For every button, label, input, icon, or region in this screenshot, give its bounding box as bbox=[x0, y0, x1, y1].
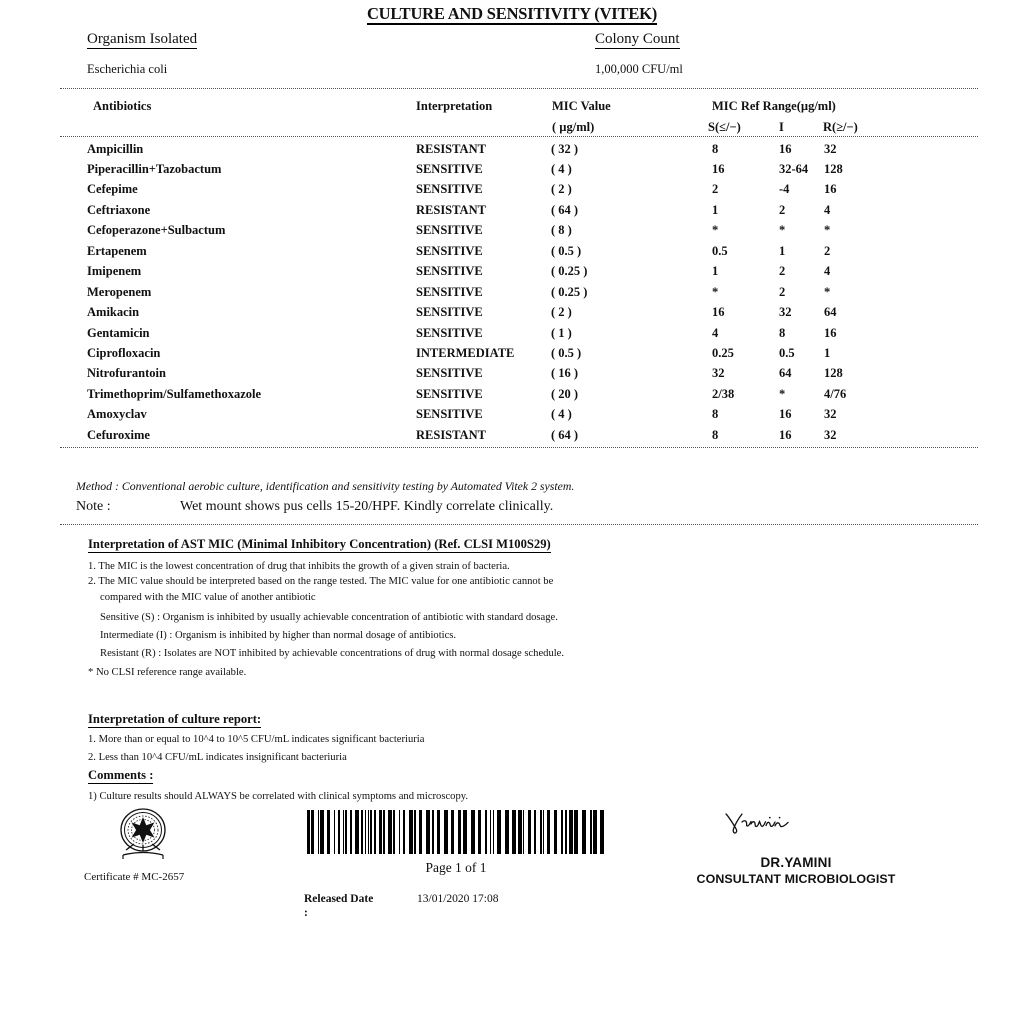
cell-antibiotic: Imipenem bbox=[87, 264, 142, 279]
released-date-label: Released Date bbox=[304, 893, 374, 905]
cell-interpretation: SENSITIVE bbox=[416, 264, 483, 279]
cell-interpretation: RESISTANT bbox=[416, 202, 486, 217]
cell-ref-sensitive: * bbox=[712, 223, 719, 238]
cell-mic-value: ( 32 ) bbox=[551, 141, 579, 156]
page-title-text: CULTURE AND SENSITIVITY (VITEK) bbox=[366, 4, 658, 23]
cell-ref-intermediate: 2 bbox=[779, 284, 786, 299]
ast-resistant-definition: Resistant (R) : Isolates are NOT inhibited by achievable concentrations of drug with normal dosage schedule. bbox=[100, 648, 565, 659]
cell-ref-sensitive: 32 bbox=[712, 366, 725, 381]
culture-interpretation-line-2: 2. Less than 10^4 CFU/mL indicates insignificant bacteriuria bbox=[88, 752, 347, 763]
cell-mic-value: ( 64 ) bbox=[551, 427, 579, 442]
cell-antibiotic: Cefepime bbox=[87, 182, 138, 197]
table-row bbox=[0, 142, 1024, 163]
cell-antibiotic: Cefoperazone+Sulbactum bbox=[87, 223, 226, 238]
cell-ref-intermediate: 0.5 bbox=[779, 346, 795, 360]
cell-ref-intermediate: 16 bbox=[779, 141, 792, 156]
cell-antibiotic: Trimethoprim/Sulfamethoxazole bbox=[87, 386, 262, 401]
cell-ref-resistant: 16 bbox=[824, 182, 837, 197]
cell-mic-value: ( 20 ) bbox=[551, 386, 579, 401]
cell-ref-intermediate: 32 bbox=[779, 305, 792, 320]
colony-count-value: 1,00,000 CFU/ml bbox=[595, 62, 683, 76]
cell-ref-resistant: 32 bbox=[824, 427, 837, 442]
cell-mic-value: ( 1 ) bbox=[551, 325, 572, 340]
cell-mic-value: ( 64 ) bbox=[551, 202, 579, 217]
cell-ref-intermediate: 2 bbox=[779, 264, 786, 279]
cell-ref-resistant: 128 bbox=[824, 161, 843, 176]
cell-antibiotic: Amoxyclav bbox=[87, 407, 147, 422]
ast-line-3: compared with the MIC value of another antibiotic bbox=[100, 592, 316, 603]
cell-antibiotic: Ceftriaxone bbox=[87, 202, 151, 217]
cell-antibiotic: Ertapenem bbox=[87, 243, 147, 258]
cell-antibiotic: Gentamicin bbox=[87, 325, 150, 340]
cell-interpretation: SENSITIVE bbox=[416, 305, 483, 320]
cell-ref-resistant: 1 bbox=[824, 346, 831, 360]
doctor-name: DR.YAMINI bbox=[760, 855, 832, 870]
cell-ref-sensitive: 1 bbox=[712, 202, 719, 217]
culture-interpretation-line-1: 1. More than or equal to 10^4 to 10^5 CFU/mL indicates significant bacteriuria bbox=[88, 734, 425, 745]
cell-ref-sensitive: 0.25 bbox=[712, 346, 734, 360]
cell-ref-intermediate: * bbox=[779, 386, 786, 401]
cell-antibiotic: Ampicillin bbox=[87, 141, 144, 156]
cell-mic-value: ( 0.5 ) bbox=[551, 243, 582, 258]
cell-ref-intermediate: * bbox=[779, 223, 786, 238]
cell-ref-intermediate: 1 bbox=[779, 243, 786, 258]
cell-ref-sensitive: 0.5 bbox=[712, 243, 728, 258]
page-number: Page 1 of 1 bbox=[425, 860, 487, 875]
cell-ref-resistant: 4 bbox=[824, 202, 831, 217]
cell-antibiotic: Meropenem bbox=[87, 284, 152, 299]
table-row bbox=[0, 162, 1024, 183]
table-row bbox=[0, 203, 1024, 224]
column-header-mic-unit: ( µg/ml) bbox=[552, 120, 595, 134]
cell-ref-sensitive: 2 bbox=[712, 182, 719, 197]
cell-mic-value: ( 2 ) bbox=[551, 305, 572, 320]
accreditation-seal-icon bbox=[112, 806, 174, 862]
certificate-number: Certificate # MC-2657 bbox=[84, 871, 185, 883]
cell-mic-value: ( 0.25 ) bbox=[551, 264, 588, 279]
cell-ref-resistant: 32 bbox=[824, 407, 837, 422]
table-row bbox=[0, 244, 1024, 265]
cell-mic-value: ( 4 ) bbox=[551, 161, 572, 176]
cell-interpretation: INTERMEDIATE bbox=[416, 346, 515, 360]
column-header-interpretation: Interpretation bbox=[416, 99, 493, 113]
cell-interpretation: SENSITIVE bbox=[416, 243, 483, 258]
cell-interpretation: SENSITIVE bbox=[416, 182, 483, 197]
ast-interpretation-heading: Interpretation of AST MIC (Minimal Inhibitory Concentration) (Ref. CLSI M100S29) bbox=[88, 537, 551, 551]
cell-ref-intermediate: 8 bbox=[779, 325, 786, 340]
table-row bbox=[0, 264, 1024, 285]
cell-antibiotic: Cefuroxime bbox=[87, 427, 150, 442]
cell-ref-intermediate: 16 bbox=[779, 407, 792, 422]
table-row bbox=[0, 387, 1024, 408]
cell-interpretation: SENSITIVE bbox=[416, 325, 483, 340]
cell-mic-value: ( 8 ) bbox=[551, 223, 572, 238]
culture-interpretation-heading: Interpretation of culture report: bbox=[88, 712, 262, 726]
cell-interpretation: SENSITIVE bbox=[416, 386, 483, 401]
cell-ref-sensitive: 8 bbox=[712, 427, 719, 442]
cell-ref-resistant: 64 bbox=[824, 305, 837, 320]
cell-antibiotic: Piperacillin+Tazobactum bbox=[87, 161, 222, 176]
comments-heading: Comments : bbox=[88, 768, 154, 782]
cell-ref-resistant: 4/76 bbox=[824, 386, 847, 401]
cell-interpretation: SENSITIVE bbox=[416, 366, 483, 381]
cell-ref-intermediate: -4 bbox=[779, 182, 790, 197]
note-label: Note : bbox=[76, 499, 111, 514]
cell-ref-resistant: 32 bbox=[824, 141, 837, 156]
released-date-value: 13/01/2020 17:08 bbox=[417, 893, 499, 905]
cell-ref-intermediate: 16 bbox=[779, 427, 792, 442]
table-row bbox=[0, 346, 1024, 367]
cell-antibiotic: Ciprofloxacin bbox=[87, 346, 161, 360]
cell-ref-sensitive: * bbox=[712, 284, 719, 299]
cell-interpretation: SENSITIVE bbox=[416, 407, 483, 422]
table-row bbox=[0, 182, 1024, 203]
ast-line-1: 1. The MIC is the lowest concentration of drug that inhibits the growth of a given strain of bacteria. bbox=[88, 561, 510, 572]
cell-interpretation: SENSITIVE bbox=[416, 161, 483, 176]
colony-count-label: Colony Count bbox=[595, 31, 680, 47]
divider-table-bottom bbox=[60, 447, 978, 448]
cell-ref-sensitive: 16 bbox=[712, 161, 725, 176]
method-text: Method : Conventional aerobic culture, identification and sensitivity testing by Automated Vitek 2 system. bbox=[76, 479, 575, 493]
cell-ref-resistant: 4 bbox=[824, 264, 831, 279]
cell-mic-value: ( 4 ) bbox=[551, 407, 572, 422]
cell-ref-resistant: 16 bbox=[824, 325, 837, 340]
cell-ref-sensitive: 8 bbox=[712, 141, 719, 156]
cell-interpretation: RESISTANT bbox=[416, 141, 486, 156]
divider-note bbox=[60, 524, 978, 525]
ast-line-2: 2. The MIC value should be interpreted based on the range tested. The MIC value for one antibiotic cannot be bbox=[88, 576, 554, 587]
cell-ref-sensitive: 8 bbox=[712, 407, 719, 422]
cell-mic-value: ( 2 ) bbox=[551, 182, 572, 197]
barcode bbox=[307, 810, 605, 854]
column-header-mic-value: MIC Value bbox=[552, 99, 611, 113]
ast-intermediate-definition: Intermediate (I) : Organism is inhibited by higher than normal dosage of antibiotics. bbox=[100, 630, 457, 641]
comments-line-1: 1) Culture results should ALWAYS be correlated with clinical symptoms and microscopy. bbox=[88, 791, 469, 802]
cell-ref-resistant: * bbox=[824, 284, 831, 299]
doctor-role: CONSULTANT MICROBIOLOGIST bbox=[696, 872, 896, 886]
signature-icon bbox=[722, 808, 812, 838]
column-header-mic-ref-range: MIC Ref Range(µg/ml) bbox=[712, 99, 836, 113]
cell-interpretation: SENSITIVE bbox=[416, 284, 483, 299]
cell-ref-sensitive: 1 bbox=[712, 264, 719, 279]
note-text: Wet mount shows pus cells 15-20/HPF. Kindly correlate clinically. bbox=[180, 499, 554, 514]
ast-sensitive-definition: Sensitive (S) : Organism is inhibited by usually achievable concentration of antibiotic with standard dosage. bbox=[100, 612, 558, 623]
divider-table-header bbox=[60, 136, 978, 137]
cell-ref-resistant: * bbox=[824, 223, 831, 238]
divider-organism bbox=[60, 88, 978, 89]
cell-ref-sensitive: 16 bbox=[712, 305, 725, 320]
column-header-sensitive: S(≤/−) bbox=[708, 120, 741, 134]
organism-isolated-value: Escherichia coli bbox=[87, 62, 168, 76]
table-row bbox=[0, 326, 1024, 347]
table-row bbox=[0, 428, 1024, 449]
table-row bbox=[0, 366, 1024, 387]
cell-ref-intermediate: 2 bbox=[779, 202, 786, 217]
cell-interpretation: RESISTANT bbox=[416, 427, 486, 442]
cell-interpretation: SENSITIVE bbox=[416, 223, 483, 238]
cell-ref-intermediate: 32-64 bbox=[779, 161, 809, 176]
column-header-intermediate: I bbox=[779, 120, 784, 134]
cell-antibiotic: Nitrofurantoin bbox=[87, 366, 166, 381]
ast-footnote: * No CLSI reference range available. bbox=[88, 667, 247, 678]
cell-mic-value: ( 0.25 ) bbox=[551, 284, 588, 299]
cell-ref-resistant: 2 bbox=[824, 243, 831, 258]
table-row bbox=[0, 407, 1024, 428]
cell-ref-sensitive: 2/38 bbox=[712, 386, 735, 401]
table-row bbox=[0, 223, 1024, 244]
cell-mic-value: ( 0.5 ) bbox=[551, 346, 582, 360]
table-row bbox=[0, 305, 1024, 326]
cell-ref-resistant: 128 bbox=[824, 366, 843, 381]
column-header-resistant: R(≥/−) bbox=[823, 120, 858, 134]
table-row bbox=[0, 285, 1024, 306]
cell-ref-sensitive: 4 bbox=[712, 325, 719, 340]
page-title bbox=[0, 4, 1024, 24]
cell-mic-value: ( 16 ) bbox=[551, 366, 579, 381]
released-date-colon: : bbox=[304, 907, 308, 919]
organism-isolated-label: Organism Isolated bbox=[87, 31, 198, 47]
column-header-antibiotics: Antibiotics bbox=[93, 99, 152, 113]
cell-ref-intermediate: 64 bbox=[779, 366, 792, 381]
cell-antibiotic: Amikacin bbox=[87, 305, 140, 320]
